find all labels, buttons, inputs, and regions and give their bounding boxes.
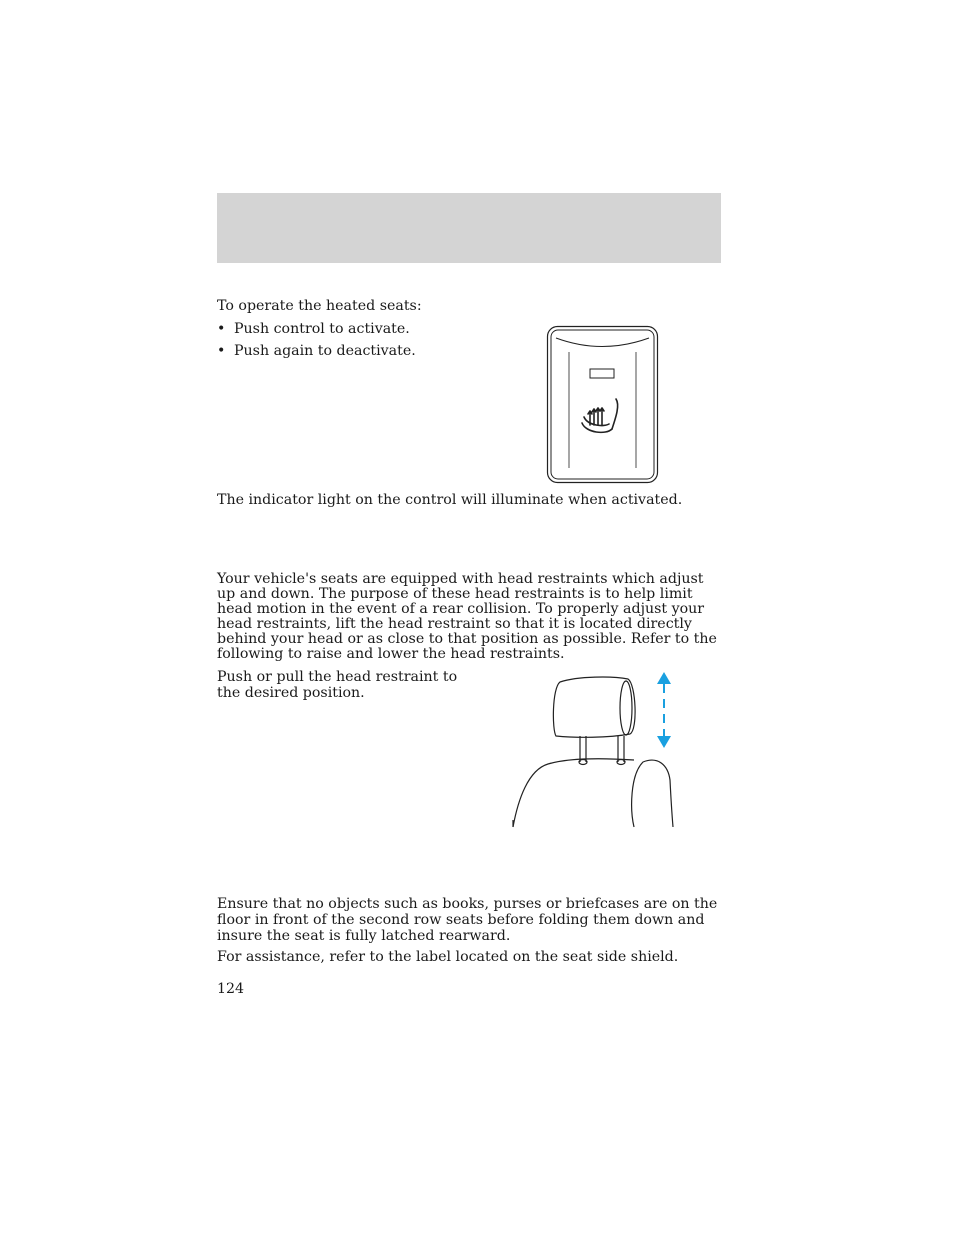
up-down-arrow-icon — [657, 672, 671, 748]
head-restraint-illustration — [508, 670, 678, 830]
bullet-icon: • — [217, 343, 226, 359]
page-number: 124 — [217, 981, 245, 997]
heated-seat-control-illustration — [546, 325, 660, 485]
list-item — [217, 344, 416, 359]
list-item — [217, 322, 416, 337]
heated-seats-steps — [217, 322, 416, 366]
folding-seats-paragraph: Ensure that no objects such as books, purses or briefcases are on the floor in front of the second row seats before folding them down and insure the seat is fully latched rearward. — [217, 896, 718, 944]
indicator-note: The indicator light on the control will illuminate when activated. — [217, 492, 683, 508]
head-restraints-paragraph: Your vehicle's seats are equipped with head restraints which adjust up and down. The purpose of these head restraints is to help limit head motion in the event of a rear collision. To properly adjust your head restraints, lift the head restraint so that it is located directly behind your head or as close to that position as possible. Refer to the following to raise and lower the head restraints. — [217, 571, 717, 662]
step-text: Push again to deactivate. — [234, 343, 416, 359]
head-restraint-instruction: Push or pull the head restraint to the desired position. — [217, 669, 458, 701]
bullet-icon: • — [217, 321, 226, 337]
step-text: Push control to activate. — [234, 321, 410, 337]
indicator-light — [590, 369, 614, 378]
section-header-band — [217, 193, 721, 263]
heated-seats-intro: To operate the heated seats: — [217, 298, 422, 314]
assistance-note: For assistance, refer to the label located on the seat side shield. — [217, 949, 679, 965]
